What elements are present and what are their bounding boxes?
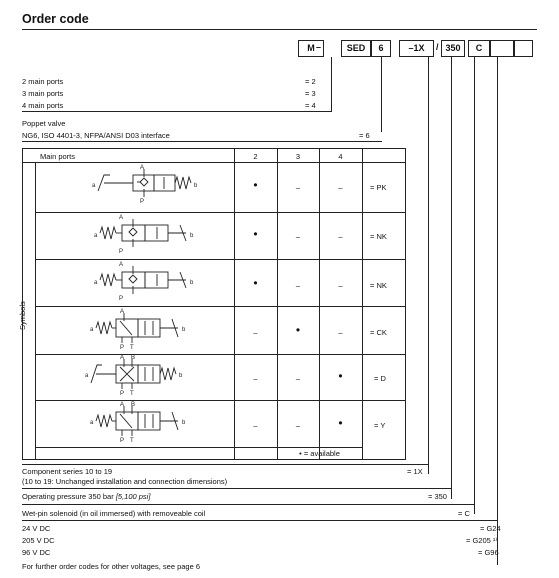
label-b-1: b (194, 183, 198, 189)
label-a-6: a (90, 420, 94, 426)
cell: • (253, 276, 258, 290)
code-box-sed: SED (341, 40, 371, 57)
cell: – (338, 232, 343, 241)
cell: – (295, 374, 301, 383)
option-3-ports: 3 main ports (22, 89, 64, 98)
cell: – (338, 328, 343, 337)
label-a-5: a (85, 373, 89, 379)
series-line1: Component series 10 to 19 (22, 467, 113, 476)
label-b-4: b (182, 327, 186, 333)
symbols-side-label: Symbols (18, 301, 27, 330)
label-A-5: A (120, 355, 125, 361)
code-box-6: 6 (371, 40, 391, 57)
cell: – (338, 281, 343, 290)
voltage-24-label: 24 V DC (22, 524, 51, 533)
cell: – (295, 421, 301, 430)
option-4-code: = 4 (305, 101, 316, 110)
label-a-4: a (90, 327, 94, 333)
symbol-nk-2 (100, 266, 186, 294)
label-B-5: B (131, 355, 136, 361)
label-b-6: b (182, 420, 186, 426)
pressure-text: Operating pressure 350 bar (22, 492, 114, 501)
label-T-6: T (130, 438, 134, 444)
symbol-y (96, 406, 178, 436)
label-A-6: A (120, 402, 125, 408)
label-P-3: P (119, 296, 124, 302)
label-T-4: T (130, 345, 134, 351)
rule-series (22, 488, 452, 489)
label-A-3: A (119, 262, 124, 268)
page-title: Order code (22, 12, 89, 26)
label-P-6: P (120, 438, 125, 444)
label-P-5: P (120, 391, 125, 397)
leader-series (428, 57, 429, 474)
rule-solenoid (22, 520, 498, 521)
rule-ng6 (22, 141, 382, 142)
row-code: = Y (374, 421, 386, 430)
label-P-1: P (140, 199, 145, 205)
label-B-6: B (131, 402, 136, 408)
symbol-d (91, 359, 176, 389)
cell: • (295, 323, 301, 337)
label-a-3: a (94, 280, 98, 286)
symbol-pk (98, 169, 191, 197)
voltage-96-code: = G96 (478, 548, 499, 557)
cell: – (253, 421, 258, 430)
label-T-5: T (130, 391, 134, 397)
option-3-code: = 3 (305, 89, 316, 98)
symbol-nk-1 (100, 219, 186, 247)
label-b-5: b (179, 373, 183, 379)
voltage-205-label: 205 V DC (22, 536, 55, 545)
cell: • (253, 227, 258, 241)
ng6-label: NG6, ISO 4401-3, NFPA/ANSI D03 interface (22, 131, 170, 140)
cell: – (253, 374, 258, 383)
leader-solenoid (474, 57, 475, 514)
code-box-350: 350 (441, 40, 465, 57)
label-a-1: a (92, 183, 96, 189)
rule-pressure (22, 504, 475, 505)
pressure-psi: [5,100 psi] (115, 492, 151, 501)
cell: – (295, 281, 301, 290)
header-main-ports: Main ports (40, 152, 76, 161)
option-2-code: = 2 (305, 77, 316, 86)
voltage-96-label: 96 V DC (22, 548, 51, 557)
label-a-2: a (94, 233, 98, 239)
row-code: = NK (370, 281, 387, 290)
label-A-4: A (120, 309, 125, 315)
voltage-24-code: = G24 (480, 524, 501, 533)
solenoid-label: Wet-pin solenoid (in oil immersed) with removeable coil (22, 509, 206, 518)
row-code: = NK (370, 232, 387, 241)
header-col-3: 3 (295, 152, 301, 161)
cell: – (295, 232, 301, 241)
cell: • (338, 416, 343, 430)
label-A-2: A (119, 215, 124, 221)
row-code: = D (374, 374, 386, 383)
row-code: = CK (370, 328, 387, 337)
pressure-label (22, 492, 150, 501)
label-b-3: b (190, 280, 194, 286)
code-box-voltage (490, 40, 514, 57)
legend-available: • = available (299, 449, 340, 458)
title-rule (22, 29, 537, 30)
series-line2: (10 to 19: Unchanged installation and connection dimensions) (22, 477, 228, 486)
label-A-1: A (140, 165, 145, 171)
rule-series-top (22, 464, 429, 465)
code-box-1x: –1X (399, 40, 434, 57)
series-code: = 1X (407, 467, 423, 476)
cell: • (338, 369, 343, 383)
leader-pressure (451, 57, 452, 499)
leader-voltage (497, 57, 498, 565)
header-col-2: 2 (253, 152, 258, 161)
row-code: = PK (370, 183, 387, 192)
symbol-ck (96, 313, 178, 343)
cell: – (253, 328, 258, 337)
label-b-2: b (190, 233, 194, 239)
code-box-c: C (468, 40, 490, 57)
label-P-4: P (120, 345, 125, 351)
pressure-code: = 350 (428, 492, 447, 501)
label-P-2: P (119, 249, 124, 255)
option-2-ports: 2 main ports (22, 77, 64, 86)
leader-ng6 (381, 57, 382, 132)
cell: – (295, 183, 301, 192)
footer-note: For further order codes for other voltages, see page 6 (22, 562, 201, 571)
ng6-code: = 6 (359, 131, 370, 140)
code-dash-1: – (316, 42, 322, 52)
rule-ports (22, 111, 332, 112)
option-4-ports: 4 main ports (22, 101, 64, 110)
code-slash: / (436, 42, 439, 52)
code-box-extra (514, 40, 533, 57)
valve-symbols (36, 163, 234, 445)
code-box-m: M (298, 40, 324, 57)
leader-ports (331, 57, 332, 111)
voltage-205-code: = G205 ¹⁾ (466, 536, 498, 545)
header-col-4: 4 (338, 152, 343, 161)
cell: • (253, 178, 258, 192)
solenoid-code: = C (458, 509, 470, 518)
cell: – (338, 183, 343, 192)
poppet-label: Poppet valve (22, 119, 66, 128)
